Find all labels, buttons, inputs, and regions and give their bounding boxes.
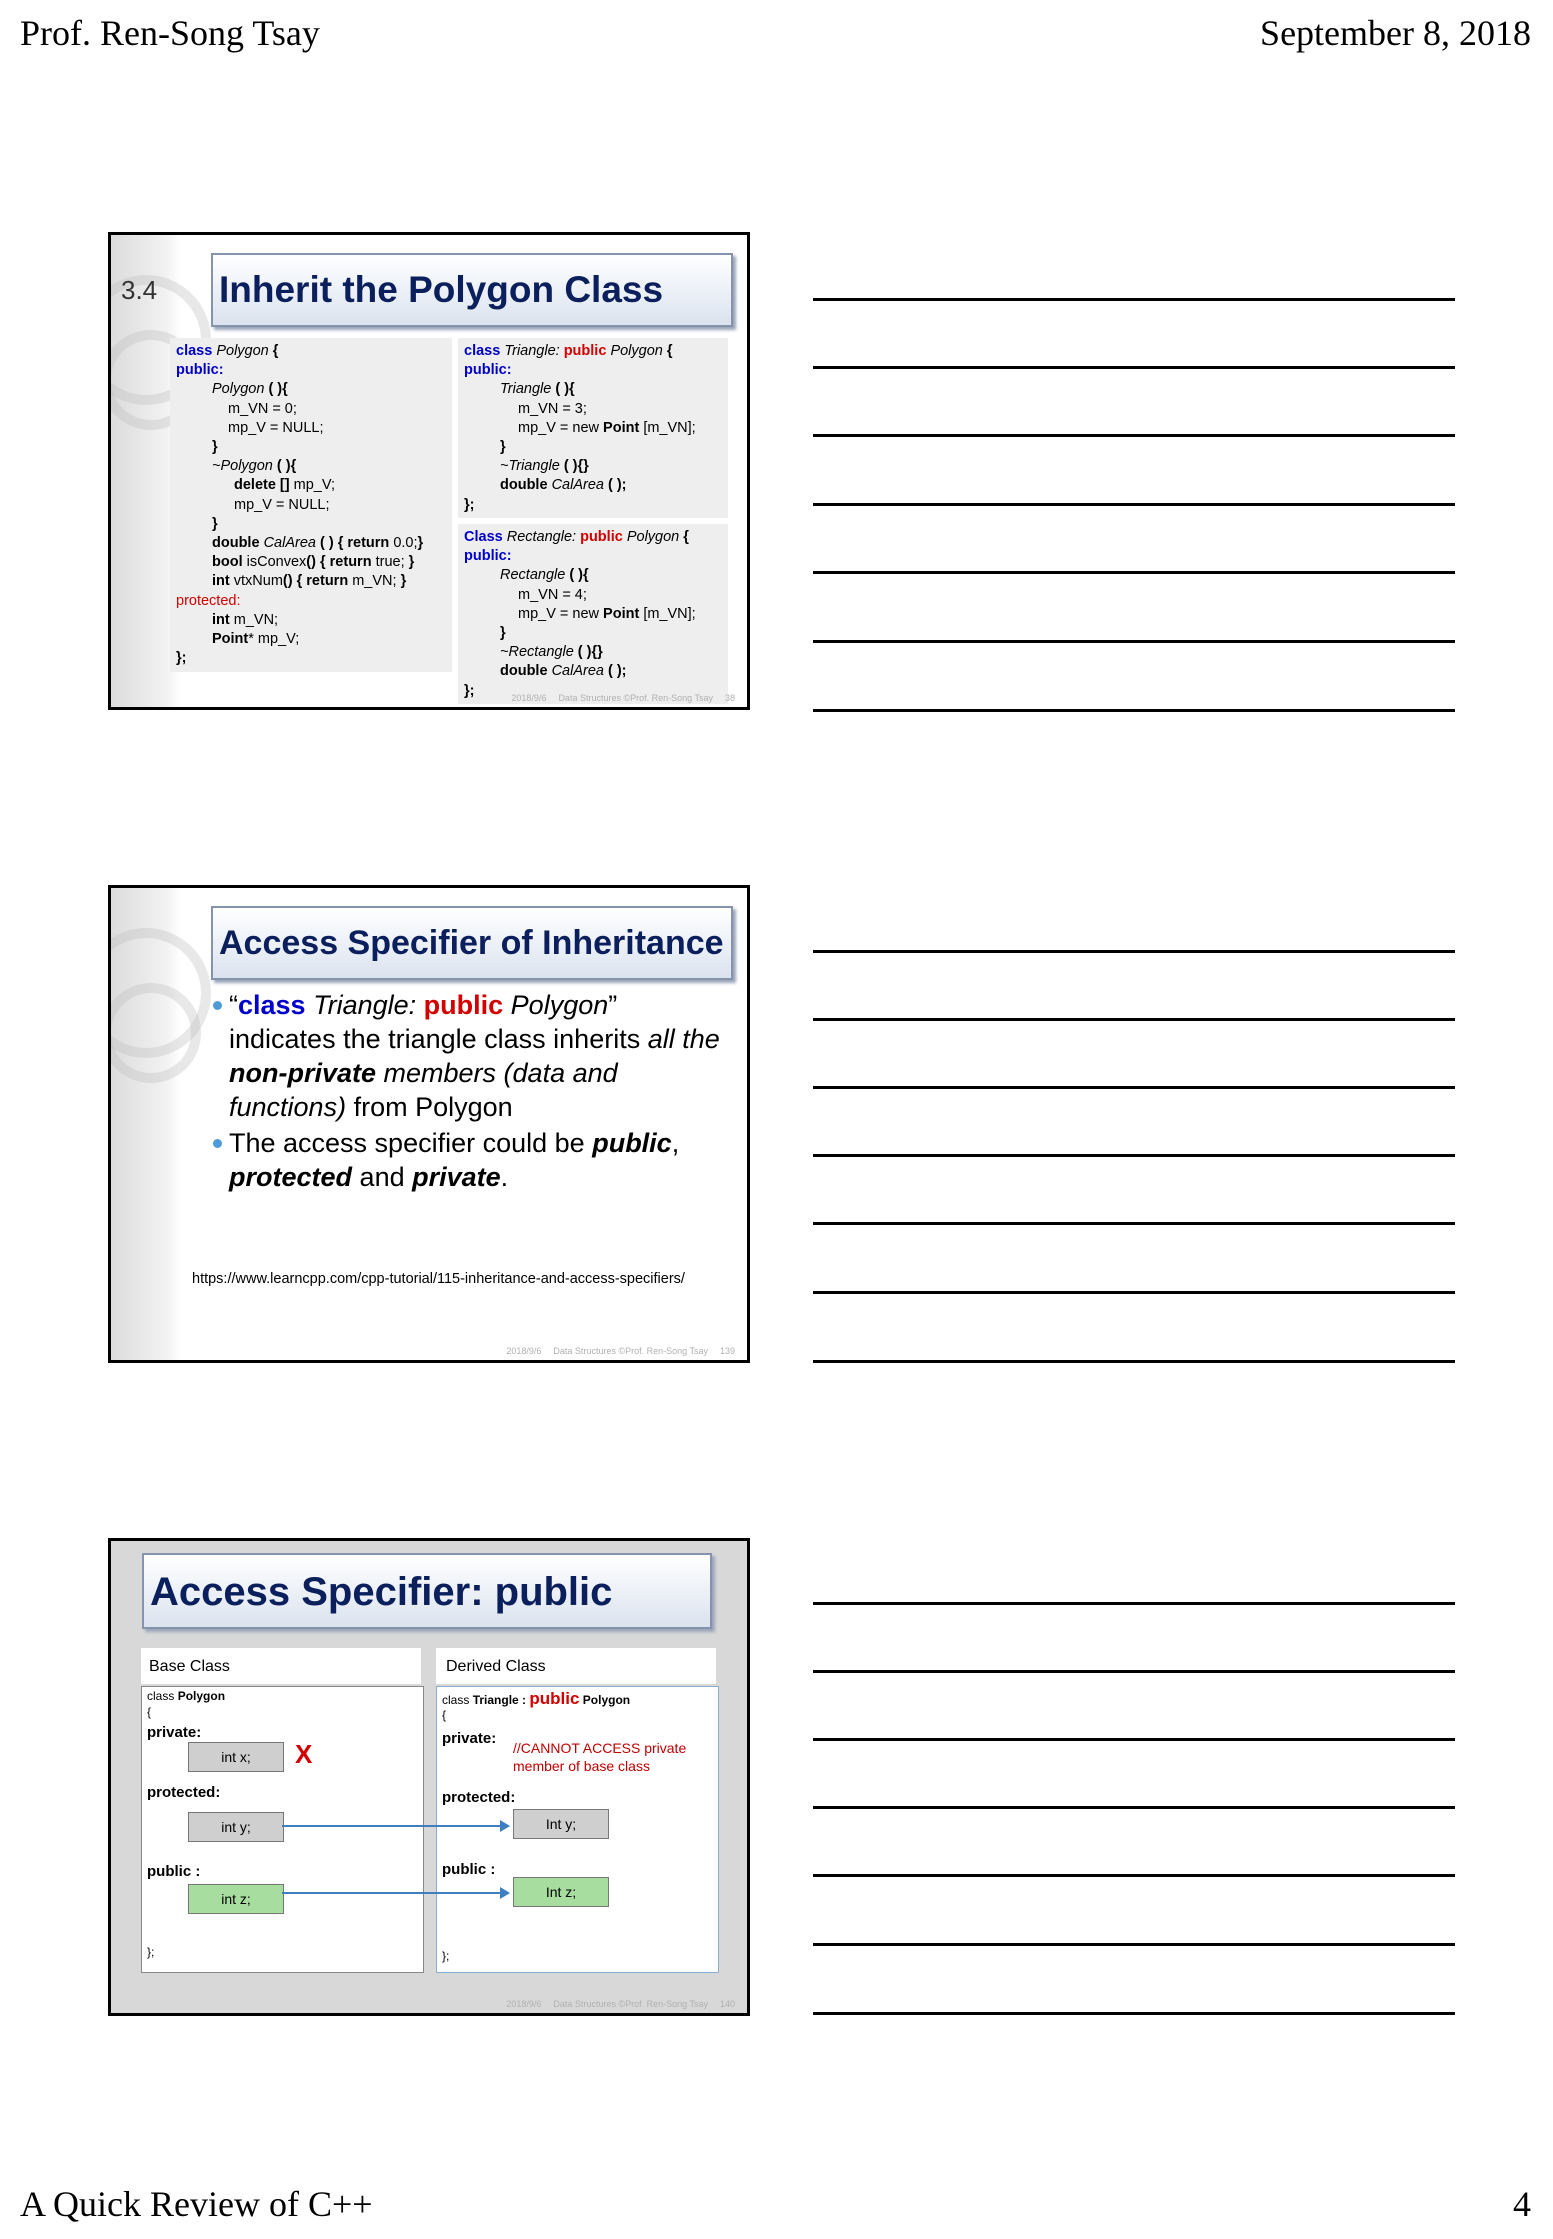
note-line [813, 709, 1455, 712]
page-footer-title: A Quick Review of C++ [20, 2184, 373, 2224]
decorative-swirl [108, 983, 201, 1083]
no-access-mark: X [295, 1739, 313, 1769]
note-line [813, 1360, 1455, 1363]
note-line [813, 503, 1455, 506]
bullet-item: “class Triangle: public Polygon” indicates the triangle class inherits all the non-private members (data and functions) from Polygon [229, 988, 729, 1124]
reference-link[interactable]: https://www.learncpp.com/cpp-tutorial/115-inheritance-and-access-specifiers/ [192, 1271, 685, 1287]
derived-class-box: class Triangle : public Polygon { private: //CANNOT ACCESS private member of base class protected: Int y; public : Int z; }; [436, 1686, 719, 1973]
note-line [813, 2012, 1455, 2015]
note-line [813, 950, 1455, 953]
note-line [813, 1291, 1455, 1294]
derived-public-int-z: Int z; [513, 1877, 609, 1907]
note-line [813, 1154, 1455, 1157]
base-protected-int-y: int y; [188, 1812, 284, 1842]
slide-access-specifier-inheritance [108, 885, 750, 1363]
note-line [813, 571, 1455, 574]
note-line [813, 366, 1455, 369]
derived-class-header: Derived Class [436, 1648, 716, 1684]
slide-footer: 2018/9/6 Data Structures ©Prof. Ren-Song Tsay 38 [511, 693, 735, 703]
inherit-arrow-y [282, 1825, 508, 1827]
slide-footer: 2018/9/6 Data Structures ©Prof. Ren-Song Tsay 140 [506, 1999, 735, 2009]
rectangle-class-code: Class Rectangle: public Polygon { public: Rectangle ( ){ m_VN = 4; mp_V = new Point [m_VN]; } ~Rectangle ( ){} double CalArea ( ); }; [458, 524, 728, 704]
derived-protected-int-y: Int y; [513, 1809, 609, 1839]
note-line [813, 1943, 1455, 1946]
slide-access-specifier-public [108, 1538, 750, 2016]
triangle-class-code: class Triangle: public Polygon { public: Triangle ( ){ m_VN = 3; mp_V = new Point [m_VN]; } ~Triangle ( ){} double CalArea ( ); }; [458, 338, 728, 518]
note-line [813, 640, 1455, 643]
inherit-arrow-z [282, 1892, 508, 1894]
note-line [813, 1806, 1455, 1809]
polygon-class-code: class Polygon { public: Polygon ( ){ m_VN = 0; mp_V = NULL; } ~Polygon ( ){ delete [] mp_V; mp_V = NULL; } double CalArea ( ) { return 0.0;} bool isConvex() { return true; } int vtxNum() { return m_VN; } protected: int m_VN; Point* mp_V; }; [170, 338, 452, 672]
cannot-access-note: //CANNOT ACCESS private member of base class [513, 1740, 687, 1774]
note-line [813, 1874, 1455, 1877]
note-line [813, 1222, 1455, 1225]
slide-title: Access Specifier: public [142, 1553, 712, 1629]
base-private-int-x: int x; [188, 1742, 284, 1772]
note-line [813, 434, 1455, 437]
base-class-box: class Polygon { private: int x; X protected: int y; public : int z; }; [141, 1686, 424, 1973]
base-public-int-z: int z; [188, 1884, 284, 1914]
base-class-header: Base Class [141, 1648, 421, 1684]
page-header-date: September 8, 2018 [1260, 13, 1531, 53]
page-number: 4 [1513, 2184, 1531, 2224]
slide-section-number: 3.4 [121, 275, 158, 305]
bullet-dot [213, 1139, 222, 1148]
bullet-dot [213, 1001, 222, 1010]
note-line [813, 1086, 1455, 1089]
slide-title: Access Specifier of Inheritance [211, 906, 733, 980]
slide-inherit-polygon [108, 232, 750, 710]
note-line [813, 1670, 1455, 1673]
note-line [813, 1738, 1455, 1741]
note-line [813, 298, 1455, 301]
bullet-item: The access specifier could be public, protected and private. [229, 1126, 729, 1194]
slide-footer: 2018/9/6 Data Structures ©Prof. Ren-Song Tsay 139 [506, 1346, 735, 1356]
page-header-author: Prof. Ren-Song Tsay [20, 13, 320, 53]
slide-title: Inherit the Polygon Class [211, 253, 733, 327]
note-line [813, 1602, 1455, 1605]
note-line [813, 1018, 1455, 1021]
